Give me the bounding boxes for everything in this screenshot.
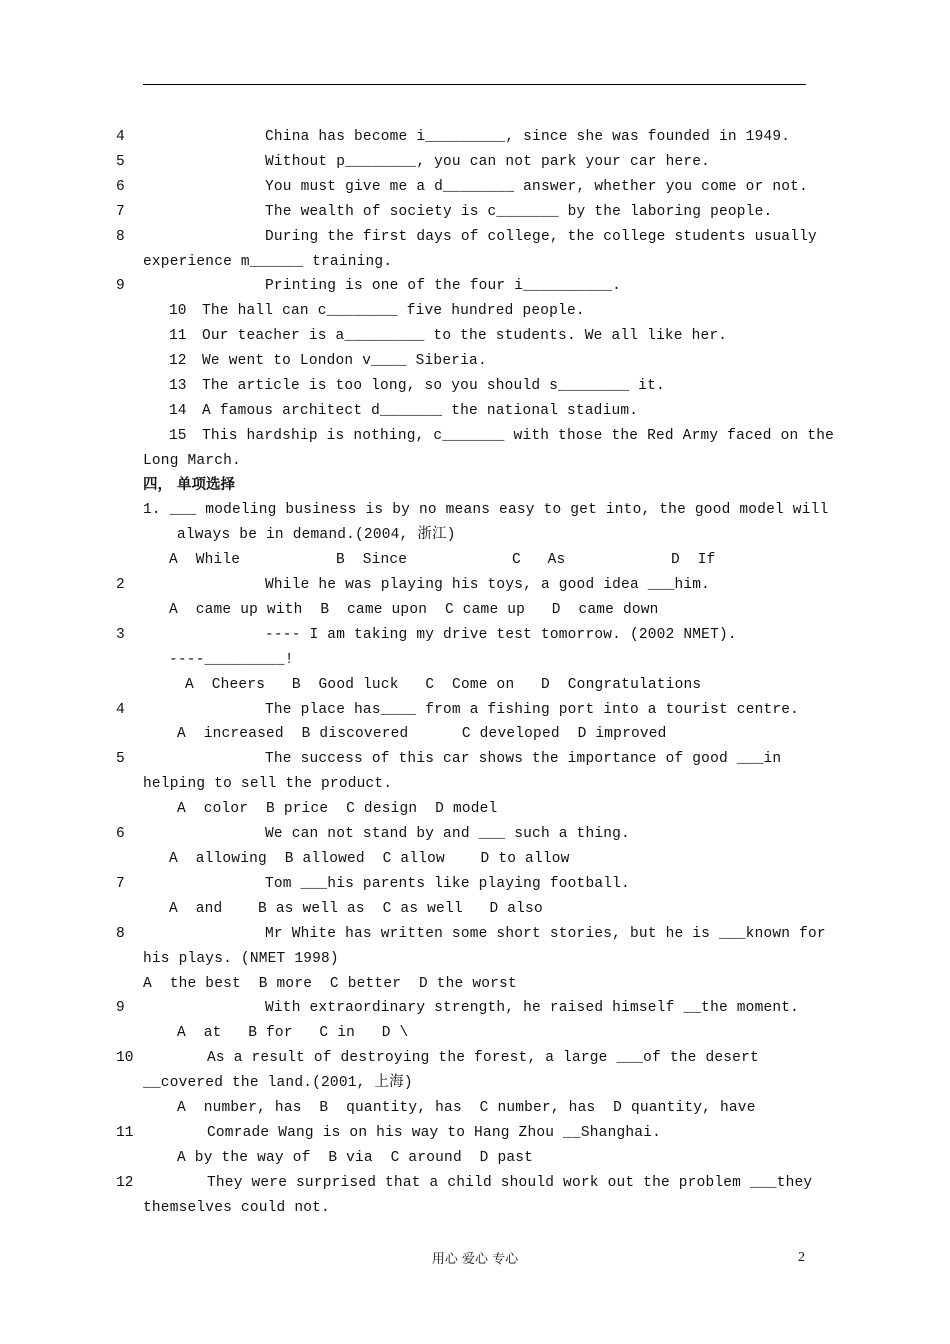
option-c: C As [512, 552, 566, 568]
item-number: 9 [116, 278, 125, 294]
question-text: The success of this car shows the importance of good ___in [265, 751, 782, 767]
item-text: China has become i_________, since she was founded in 1949. [265, 129, 791, 145]
section-heading: 四， 单项选择 [143, 477, 236, 493]
question-text-continued: themselves could not. [143, 1200, 330, 1216]
question-number: 8 [116, 926, 125, 942]
question-number: 4 [116, 702, 125, 718]
item-number: 11 [169, 328, 187, 344]
question-options: A color B price C design D model [177, 801, 498, 817]
item-text: Without p________, you can not park your car here. [265, 154, 711, 170]
item-text-continued: Long March. [143, 453, 241, 469]
item-text-continued: experience m______ training. [143, 254, 393, 270]
option-b: B Since [336, 552, 408, 568]
question-options: A Cheers B Good luck C Come on D Congratulations [185, 677, 702, 693]
question-number: 6 [116, 826, 125, 842]
item-text: The article is too long, so you should s________ it. [202, 378, 665, 394]
item-text: You must give me a d________ answer, whether you come or not. [265, 179, 808, 195]
item-number: 15 [169, 428, 187, 444]
question-number: 11 [116, 1125, 134, 1141]
question-text: They were surprised that a child should work out the problem ___they [207, 1175, 813, 1191]
item-text: Printing is one of the four i__________. [265, 278, 622, 294]
item-text: During the first days of college, the college students usually [265, 229, 817, 245]
question-options: A number, has B quantity, has C number, has D quantity, have [177, 1100, 756, 1116]
header-rule [143, 84, 806, 85]
question-text: Comrade Wang is on his way to Hang Zhou __Shanghai. [207, 1125, 661, 1141]
item-number: 12 [169, 353, 187, 369]
item-number: 7 [116, 204, 125, 220]
item-number: 13 [169, 378, 187, 394]
question-text: With extraordinary strength, he raised himself __the moment. [265, 1000, 800, 1016]
question-text: We can not stand by and ___ such a thing. [265, 826, 630, 842]
question-text: ---- I am taking my drive test tomorrow. (2002 NMET). [265, 627, 737, 643]
item-number: 4 [116, 129, 125, 145]
question-options: A the best B more C better D the worst [143, 976, 517, 992]
option-d: D If [671, 552, 716, 568]
question-text: While he was playing his toys, a good idea ___him. [265, 577, 711, 593]
question-options: A at B for C in D \ [177, 1025, 409, 1041]
question-text: Tom ___his parents like playing football. [265, 876, 630, 892]
question-text-continued: his plays. (NMET 1998) [143, 951, 339, 967]
item-number: 10 [169, 303, 187, 319]
item-text: This hardship is nothing, c_______ with those the Red Army faced on the [202, 428, 835, 444]
item-text: The hall can c________ five hundred people. [202, 303, 585, 319]
page-number: 2 [798, 1250, 805, 1265]
question-options: A came up with B came upon C came up D came down [169, 602, 659, 618]
question-options: A increased B discovered C developed D improved [177, 726, 667, 742]
item-number: 8 [116, 229, 125, 245]
item-text: We went to London v____ Siberia. [202, 353, 487, 369]
question-text: As a result of destroying the forest, a large ___of the desert [207, 1050, 759, 1066]
question-options: A allowing B allowed C allow D to allow [169, 851, 570, 867]
question-number: 7 [116, 876, 125, 892]
question-text-continued: __covered the land.(2001, 上海) [143, 1075, 413, 1091]
item-text: The wealth of society is c_______ by the laboring people. [265, 204, 773, 220]
item-text: Our teacher is a_________ to the students. We all like her. [202, 328, 728, 344]
question-text: 1. ___ modeling business is by no means easy to get into, the good model will [143, 502, 829, 518]
question-text: Mr White has written some short stories, but he is ___known for [265, 926, 826, 942]
page-footer: 用心 爱心 专心 [431, 1252, 519, 1267]
question-number: 10 [116, 1050, 134, 1066]
question-text: The place has____ from a fishing port into a tourist centre. [265, 702, 800, 718]
question-number: 5 [116, 751, 125, 767]
item-number: 6 [116, 179, 125, 195]
question-text-continued: always be in demand.(2004, 浙江) [177, 527, 456, 543]
question-number: 9 [116, 1000, 125, 1016]
item-number: 14 [169, 403, 187, 419]
option-a: A While [169, 552, 241, 568]
item-number: 5 [116, 154, 125, 170]
question-text-continued: ----_________! [169, 652, 294, 668]
question-number: 12 [116, 1175, 134, 1191]
item-text: A famous architect d_______ the national stadium. [202, 403, 639, 419]
question-number: 2 [116, 577, 125, 593]
question-number: 3 [116, 627, 125, 643]
question-options: A by the way of B via C around D past [177, 1150, 534, 1166]
question-options: A and B as well as C as well D also [169, 901, 543, 917]
question-text-continued: helping to sell the product. [143, 776, 393, 792]
